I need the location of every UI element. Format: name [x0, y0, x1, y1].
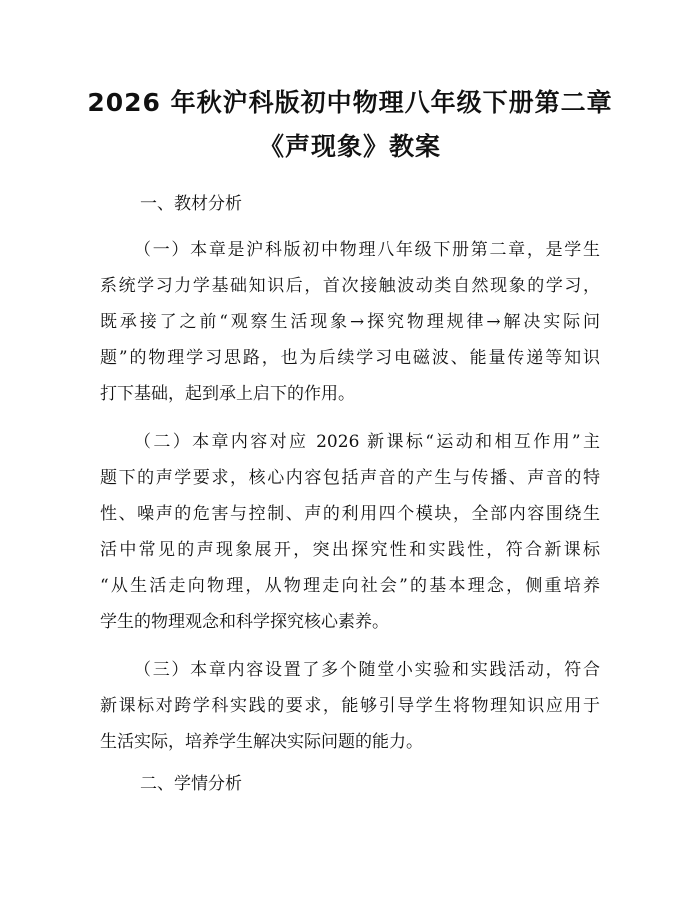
- paragraph-2-line: 学生的物理观念和科学探究核心素养。: [100, 612, 389, 632]
- paragraph-2-line: 性、噪声的危害与控制、声的利用四个模块，全部内容围绕生: [100, 504, 600, 524]
- paragraph-1-line: （一）本章是沪科版初中物理八年级下册第二章，是学生: [134, 240, 600, 260]
- paragraph-3: [100, 652, 600, 760]
- paragraph-2: [100, 424, 600, 640]
- paragraph-2-line: （二）本章内容对应 2026 新课标“运动和相互作用”主: [134, 432, 600, 452]
- paragraph-1-line: 打下基础，起到承上启下的作用。: [100, 384, 355, 404]
- paragraph-2-line: 题下的声学要求，核心内容包括声音的产生与传播、声音的特: [100, 468, 600, 488]
- paragraph-1-line: 题”的物理学习思路，也为后续学习电磁波、能量传递等知识: [100, 348, 600, 368]
- paragraph-2-line: 活中常见的声现象展开，突出探究性和实践性，符合新课标: [100, 540, 600, 560]
- section-heading-student-analysis: 二、学情分析: [140, 774, 242, 794]
- paragraph-2-line: “从生活走向物理，从物理走向社会”的基本理念，侧重培养: [100, 576, 600, 596]
- paragraph-1-line: 系统学习力学基础知识后，首次接触波动类自然现象的学习，: [100, 276, 600, 296]
- paragraph-3-line: （三）本章内容设置了多个随堂小实验和实践活动，符合: [134, 660, 600, 680]
- paragraph-3-line: 新课标对跨学科实践的要求，能够引导学生将物理知识应用于: [100, 696, 600, 716]
- paragraph-1: [100, 232, 600, 412]
- section-heading-textbook-analysis: 一、教材分析: [140, 194, 242, 214]
- paragraph-3-line: 生活实际，培养学生解决实际问题的能力。: [100, 732, 423, 752]
- paragraph-1-line: 既承接了之前“观察生活现象→探究物理规律→解决实际问: [100, 312, 600, 332]
- document-title-line-1: 2026 年秋沪科版初中物理八年级下册第二章: [87, 88, 613, 117]
- document-title-line-2: 《声现象》教案: [258, 132, 441, 161]
